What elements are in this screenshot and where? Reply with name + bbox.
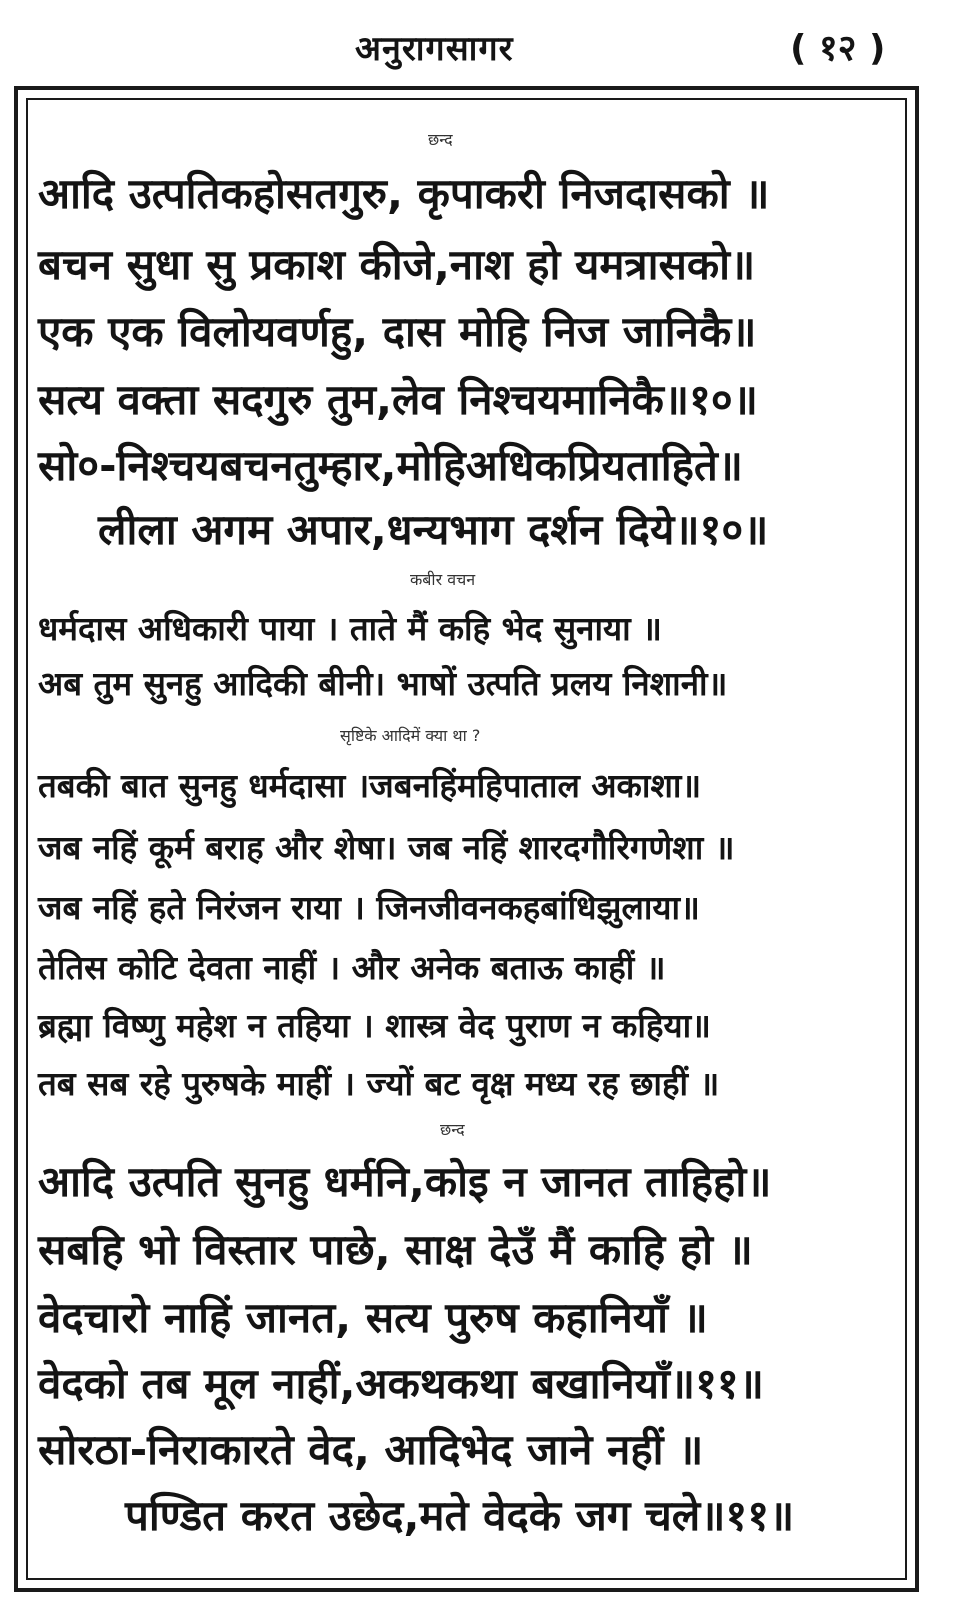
- book-title: अनुरागसागर: [355, 29, 514, 69]
- chaupai-line: तब सब रहे पुरुषके माहीं । ज्यों बट वृक्ष मध्य रह छाहीं ॥: [38, 1064, 720, 1103]
- verse-line: आदि उत्पतिकहोसतगुरु, कृपाकरी निजदासको ॥: [38, 169, 770, 218]
- verse-line: वेदचारो नाहिं जानत, सत्य पुरुष कहानियाँ ॥: [38, 1293, 708, 1342]
- verse-line: आदि उत्पति सुनहु धर्मनि,कोइ न जानत ताहिहो॥: [38, 1157, 772, 1206]
- chaupai-line: तबकी बात सुनहु धर्मदासा ।जबनहिंमहिपाताल अकाशा॥: [38, 766, 702, 805]
- verse-line: एक एक विलोयवर्णहु, दास मोहि निज जानिकै॥: [38, 307, 757, 356]
- srishti-heading: सृष्टिके आदिमें क्या था ?: [340, 726, 481, 745]
- sortha-line: पण्डित करत उछेद,मते वेदके जग चले॥११॥: [125, 1491, 795, 1540]
- chaupai-line: अब तुम सुनहु आदिकी बीनी। भाषों उत्पति प्रलय निशानी॥: [38, 664, 728, 703]
- chaupai-line: ब्रह्मा विष्णु महेश न तहिया । शास्त्र वेद पुराण न कहिया॥: [38, 1006, 711, 1045]
- verse-line: वेदको तब मूल नाहीं,अकथकथा बखानियाँ॥११॥: [38, 1359, 764, 1408]
- chhand-heading: छन्द: [428, 130, 453, 149]
- page-number: ( १२ ): [790, 28, 886, 69]
- chhand-heading: छन्द: [440, 1120, 465, 1139]
- chaupai-line: धर्मदास अधिकारी पाया । ताते मैं कहि भेद सुनाया ॥: [38, 609, 662, 648]
- sortha-line: लीला अगम अपार,धन्यभाग दर्शन दिये॥१०॥: [98, 505, 769, 554]
- chaupai-line: जब नहिं हते निरंजन राया । जिनजीवनकहबांधिझुलाया॥: [38, 888, 700, 927]
- verse-line: सत्य वक्ता सदगुरु तुम,लेव निश्चयमानिकै॥१०॥: [38, 375, 758, 424]
- sortha-line: सोरठा-निराकारते वेद, आदिभेद जाने नहीं ॥: [38, 1425, 704, 1474]
- verse-line: बचन सुधा सु प्रकाश कीजे,नाश हो यमत्रासको॥: [38, 240, 756, 289]
- chaupai-line: जब नहिं कूर्म बराह और शेषा। जब नहिं शारदगौरिगणेशा ॥: [38, 828, 735, 867]
- sortha-line: सो०-निश्चयबचनतुम्हार,मोहिअधिकप्रियताहिते॥: [38, 441, 743, 490]
- chaupai-line: तेतिस कोटि देवता नाहीं । और अनेक बताऊ काहीं ॥: [38, 948, 666, 987]
- kabir-heading: कबीर वचन: [410, 570, 476, 589]
- page-header: [0, 0, 960, 84]
- verse-line: सबहि भो विस्तार पाछे, साक्ष देउँ मैं काहि हो ॥: [38, 1225, 753, 1274]
